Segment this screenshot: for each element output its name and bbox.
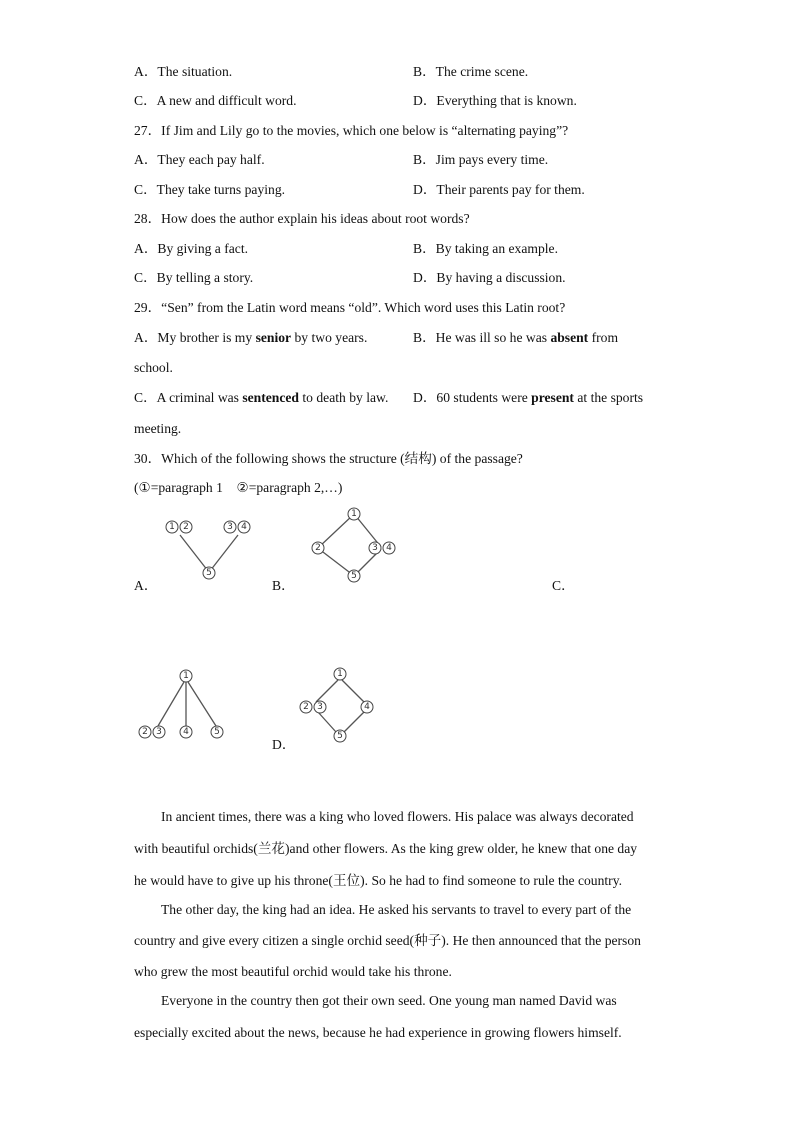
q27-option-a: A．They each pay half. bbox=[134, 152, 265, 167]
passage-p1-line2: with beautiful orchids(兰花)and other flowers. As the king grew older, he knew that one day bbox=[134, 841, 638, 856]
q30-option-c-label: C． bbox=[552, 578, 575, 593]
q26-option-a: A．The situation. bbox=[134, 64, 233, 79]
svg-text:5: 5 bbox=[206, 568, 212, 578]
svg-text:2: 2 bbox=[315, 543, 321, 553]
q29-option-a-word: senior bbox=[255, 330, 292, 345]
svg-text:2: 2 bbox=[183, 522, 189, 532]
structure-diagram-c bbox=[132, 662, 232, 744]
svg-text:5: 5 bbox=[337, 731, 343, 741]
q27-option-b: B．Jim pays every time. bbox=[413, 152, 549, 167]
svg-text:4: 4 bbox=[241, 522, 247, 532]
passage-p2-line3: who grew the most beautiful orchid would take his throne. bbox=[134, 964, 452, 979]
q30-paragraph-note: (①=paragraph 1 ②=paragraph 2,…) bbox=[134, 480, 343, 495]
q29-option-c-word: sentenced bbox=[242, 390, 299, 405]
passage-p2-line2: country and give every citizen a single orchid seed(种子). He then announced that the person bbox=[134, 933, 641, 948]
svg-text:4: 4 bbox=[364, 702, 370, 712]
svg-text:4: 4 bbox=[386, 543, 392, 553]
svg-text:3: 3 bbox=[227, 522, 233, 532]
structure-diagram-d bbox=[292, 662, 382, 748]
passage-p1-line1: In ancient times, there was a king who loved flowers. His palace was always decorated bbox=[161, 809, 634, 824]
q30-option-a-label: A． bbox=[134, 578, 158, 593]
q29-option-d-word: present bbox=[531, 390, 574, 405]
svg-text:4: 4 bbox=[183, 727, 189, 737]
passage-p3-line2: especially excited about the news, because he had experience in growing flowers himself. bbox=[134, 1025, 622, 1040]
q29-option-b: B．He was ill so he was absent from bbox=[413, 330, 619, 345]
q30-option-d-label: D． bbox=[272, 737, 296, 752]
q27-option-d: D．Their parents pay for them. bbox=[413, 182, 585, 197]
q29-option-d-continued: meeting. bbox=[134, 421, 182, 436]
passage-p1-line3: he would have to give up his throne(王位). So he had to find someone to rule the country. bbox=[134, 873, 623, 888]
q26-option-d: D．Everything that is known. bbox=[413, 93, 577, 108]
structure-diagram-b bbox=[305, 503, 405, 589]
q26-option-c: C．A new and difficult word. bbox=[134, 93, 297, 108]
svg-text:5: 5 bbox=[351, 571, 357, 581]
q28-option-c: C．By telling a story. bbox=[134, 270, 254, 285]
svg-text:1: 1 bbox=[337, 669, 343, 679]
passage-p3-line1: Everyone in the country then got their own seed. One young man named David was bbox=[161, 993, 617, 1008]
svg-text:1: 1 bbox=[169, 522, 175, 532]
q28-option-a: A．By giving a fact. bbox=[134, 241, 249, 256]
q29-option-b-word: absent bbox=[550, 330, 589, 345]
q29-option-b-continued: school. bbox=[134, 360, 173, 375]
svg-text:1: 1 bbox=[351, 509, 357, 519]
q29-option-d: D．60 students were present at the sports bbox=[413, 390, 644, 405]
svg-text:2: 2 bbox=[303, 702, 309, 712]
q27-question: 27．If Jim and Lily go to the movies, which one below is “alternating paying”? bbox=[134, 123, 569, 138]
svg-text:2: 2 bbox=[142, 727, 148, 737]
q28-option-b: B．By taking an example. bbox=[413, 241, 558, 256]
svg-text:1: 1 bbox=[183, 671, 189, 681]
q29-option-c: C．A criminal was sentenced to death by law. bbox=[134, 390, 389, 405]
q28-question: 28．How does the author explain his ideas about root words? bbox=[134, 211, 470, 226]
structure-diagram-a bbox=[160, 515, 260, 585]
q28-option-d: D．By having a discussion. bbox=[413, 270, 566, 285]
q29-option-a: A．My brother is my senior by two years. bbox=[134, 330, 368, 345]
q30-option-b-label: B． bbox=[272, 578, 295, 593]
q29-question: 29．“Sen” from the Latin word means “old”. Which word uses this Latin root? bbox=[134, 300, 566, 315]
svg-text:3: 3 bbox=[372, 543, 378, 553]
svg-text:3: 3 bbox=[317, 702, 323, 712]
svg-text:3: 3 bbox=[156, 727, 162, 737]
q26-option-b: B．The crime scene. bbox=[413, 64, 529, 79]
q30-question: 30．Which of the following shows the structure (结构) of the passage? bbox=[134, 451, 523, 466]
svg-text:5: 5 bbox=[214, 727, 220, 737]
q27-option-c: C．They take turns paying. bbox=[134, 182, 286, 197]
passage-p2-line1: The other day, the king had an idea. He asked his servants to travel to every part of the bbox=[161, 902, 632, 917]
